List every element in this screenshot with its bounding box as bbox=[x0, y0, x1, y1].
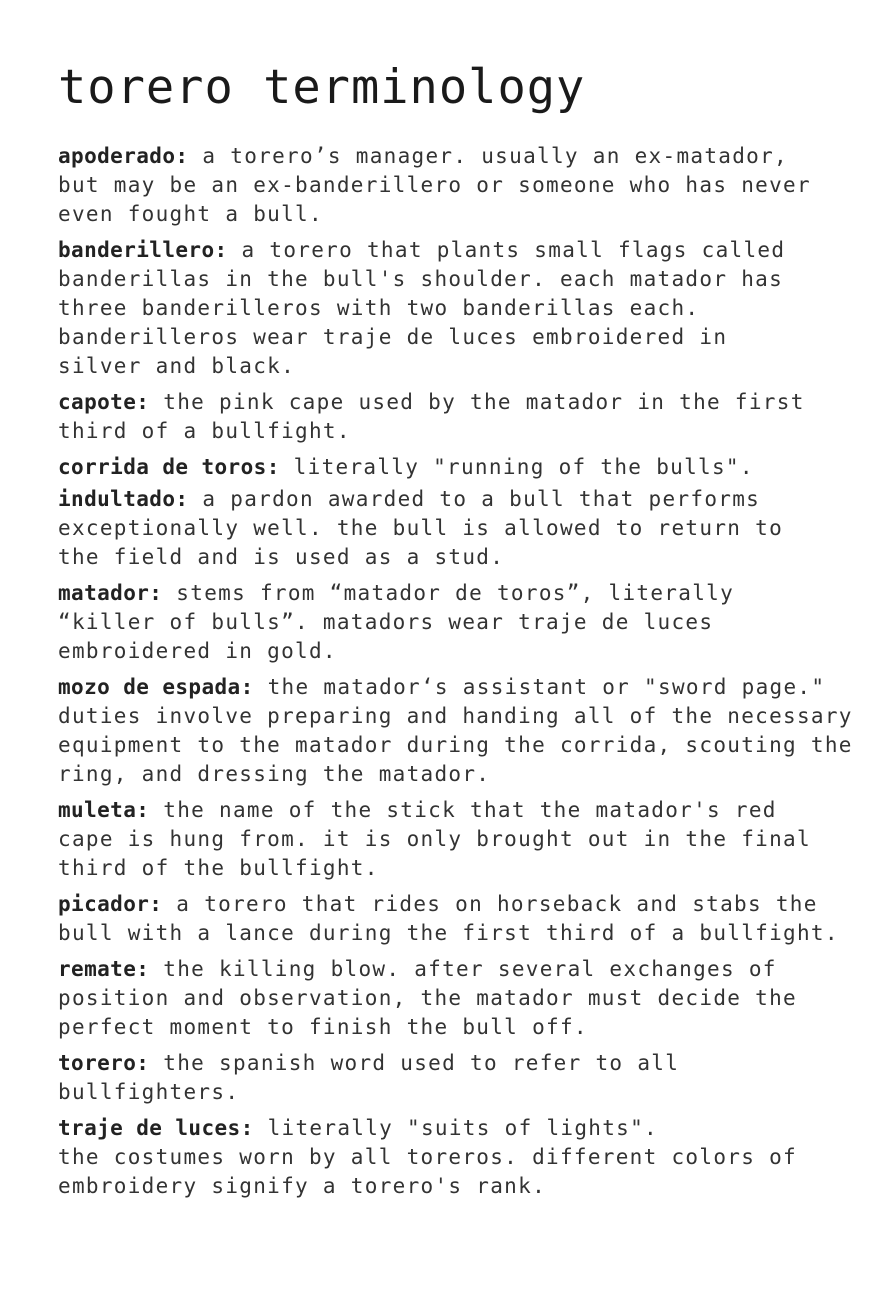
definition-line bbox=[58, 919, 884, 948]
definition-line bbox=[58, 702, 884, 731]
glossary-entry bbox=[58, 796, 884, 883]
glossary-definition: a torero that rides on horseback and stabs the bbox=[162, 892, 818, 916]
glossary-term: muleta: bbox=[58, 798, 150, 822]
definition-line bbox=[58, 388, 884, 417]
glossary-definition: a torero’s manager. usually an ex-matador, bbox=[188, 144, 788, 168]
glossary-term: traje de luces: bbox=[58, 1116, 254, 1140]
glossary-definition: third of a bullfight. bbox=[58, 419, 351, 443]
glossary-definition: a torero that plants small flags called bbox=[227, 238, 786, 262]
definition-line bbox=[58, 890, 884, 919]
glossary-definition: the spanish word used to refer to all bbox=[149, 1051, 680, 1075]
glossary-term: corrida de toros: bbox=[58, 455, 280, 479]
glossary-term: banderillero: bbox=[58, 238, 228, 262]
definition-line bbox=[58, 514, 884, 543]
definition-line bbox=[58, 142, 884, 171]
definition-line bbox=[58, 294, 884, 323]
glossary-definition: the costumes worn by all toreros. different colors of bbox=[58, 1145, 797, 1169]
glossary-definition: the matador‘s assistant or "sword page." bbox=[253, 675, 826, 699]
glossary-definition: banderillas in the bull's shoulder. each matador has bbox=[58, 267, 784, 291]
glossary-definition: position and observation, the matador must decide the bbox=[58, 986, 797, 1010]
glossary-entry bbox=[58, 1049, 884, 1107]
glossary-term: torero: bbox=[58, 1051, 150, 1075]
glossary-term: mozo de espada: bbox=[58, 675, 254, 699]
glossary-entry bbox=[58, 673, 884, 789]
glossary-list bbox=[58, 142, 884, 1201]
glossary-term: remate: bbox=[58, 957, 150, 981]
definition-line bbox=[58, 236, 884, 265]
definition-line bbox=[58, 485, 884, 514]
definition-line bbox=[58, 825, 884, 854]
glossary-definition: the killing blow. after several exchanges of bbox=[149, 957, 777, 981]
definition-line bbox=[58, 608, 884, 637]
glossary-definition: the pink cape used by the matador in the first bbox=[149, 390, 805, 414]
glossary-definition: bullfighters. bbox=[58, 1080, 240, 1104]
glossary-definition: cape is hung from. it is only brought out in the final bbox=[58, 827, 811, 851]
glossary-definition: “killer of bulls”. matadors wear traje de luces bbox=[58, 610, 714, 634]
glossary-definition: the field and is used as a stud. bbox=[58, 545, 505, 569]
glossary-definition: equipment to the matador during the corrida, scouting the bbox=[58, 733, 853, 757]
definition-line bbox=[58, 200, 884, 229]
definition-line bbox=[58, 760, 884, 789]
glossary-definition: but may be an ex-banderillero or someone who has never bbox=[58, 173, 811, 197]
glossary-page bbox=[58, 62, 884, 1208]
glossary-entry bbox=[58, 485, 884, 572]
definition-line bbox=[58, 1143, 884, 1172]
definition-line bbox=[58, 731, 884, 760]
glossary-entry bbox=[58, 142, 884, 229]
glossary-definition: literally "running of the bulls". bbox=[279, 455, 754, 479]
glossary-entry bbox=[58, 453, 884, 482]
glossary-definition: stems from “matador de toros”, literally bbox=[162, 581, 735, 605]
glossary-entry bbox=[58, 388, 884, 446]
page-title: torero terminology bbox=[58, 60, 586, 115]
glossary-term: indultado: bbox=[58, 487, 189, 511]
glossary-definition: literally "suits of lights". bbox=[253, 1116, 659, 1140]
glossary-definition: the name of the stick that the matador's red bbox=[149, 798, 777, 822]
glossary-entry bbox=[58, 890, 884, 948]
glossary-definition: three banderilleros with two banderillas each. bbox=[58, 296, 700, 320]
glossary-term: matador: bbox=[58, 581, 163, 605]
definition-line bbox=[58, 352, 884, 381]
glossary-entry bbox=[58, 236, 884, 381]
definition-line bbox=[58, 417, 884, 446]
glossary-definition: embroidery signify a torero's rank. bbox=[58, 1174, 547, 1198]
definition-line bbox=[58, 171, 884, 200]
definition-line bbox=[58, 796, 884, 825]
glossary-definition: embroidered in gold. bbox=[58, 639, 337, 663]
glossary-entry bbox=[58, 579, 884, 666]
glossary-term: picador: bbox=[58, 892, 163, 916]
glossary-definition: bull with a lance during the first third of a bullfight. bbox=[58, 921, 839, 945]
glossary-entry bbox=[58, 955, 884, 1042]
glossary-definition: third of the bullfight. bbox=[58, 856, 379, 880]
definition-line bbox=[58, 265, 884, 294]
definition-line bbox=[58, 543, 884, 572]
definition-line bbox=[58, 323, 884, 352]
glossary-definition: ring, and dressing the matador. bbox=[58, 762, 491, 786]
glossary-term: apoderado: bbox=[58, 144, 189, 168]
definition-line bbox=[58, 673, 884, 702]
definition-line bbox=[58, 1172, 884, 1201]
definition-line bbox=[58, 1078, 884, 1107]
glossary-definition: silver and black. bbox=[58, 354, 296, 378]
definition-line bbox=[58, 579, 884, 608]
definition-line bbox=[58, 637, 884, 666]
definition-line bbox=[58, 1013, 884, 1042]
definition-line bbox=[58, 453, 884, 482]
definition-line bbox=[58, 1049, 884, 1078]
glossary-definition: perfect moment to finish the bull off. bbox=[58, 1015, 588, 1039]
glossary-term: capote: bbox=[58, 390, 150, 414]
glossary-definition: even fought a bull. bbox=[58, 202, 323, 226]
glossary-definition: a pardon awarded to a bull that performs bbox=[188, 487, 761, 511]
definition-line bbox=[58, 984, 884, 1013]
definition-line bbox=[58, 1114, 884, 1143]
glossary-entry bbox=[58, 1114, 884, 1201]
glossary-definition: duties involve preparing and handing all of the necessary bbox=[58, 704, 853, 728]
definition-line bbox=[58, 955, 884, 984]
definition-line bbox=[58, 854, 884, 883]
glossary-definition: exceptionally well. the bull is allowed to return to bbox=[58, 516, 784, 540]
glossary-definition: banderilleros wear traje de luces embroidered in bbox=[58, 325, 728, 349]
